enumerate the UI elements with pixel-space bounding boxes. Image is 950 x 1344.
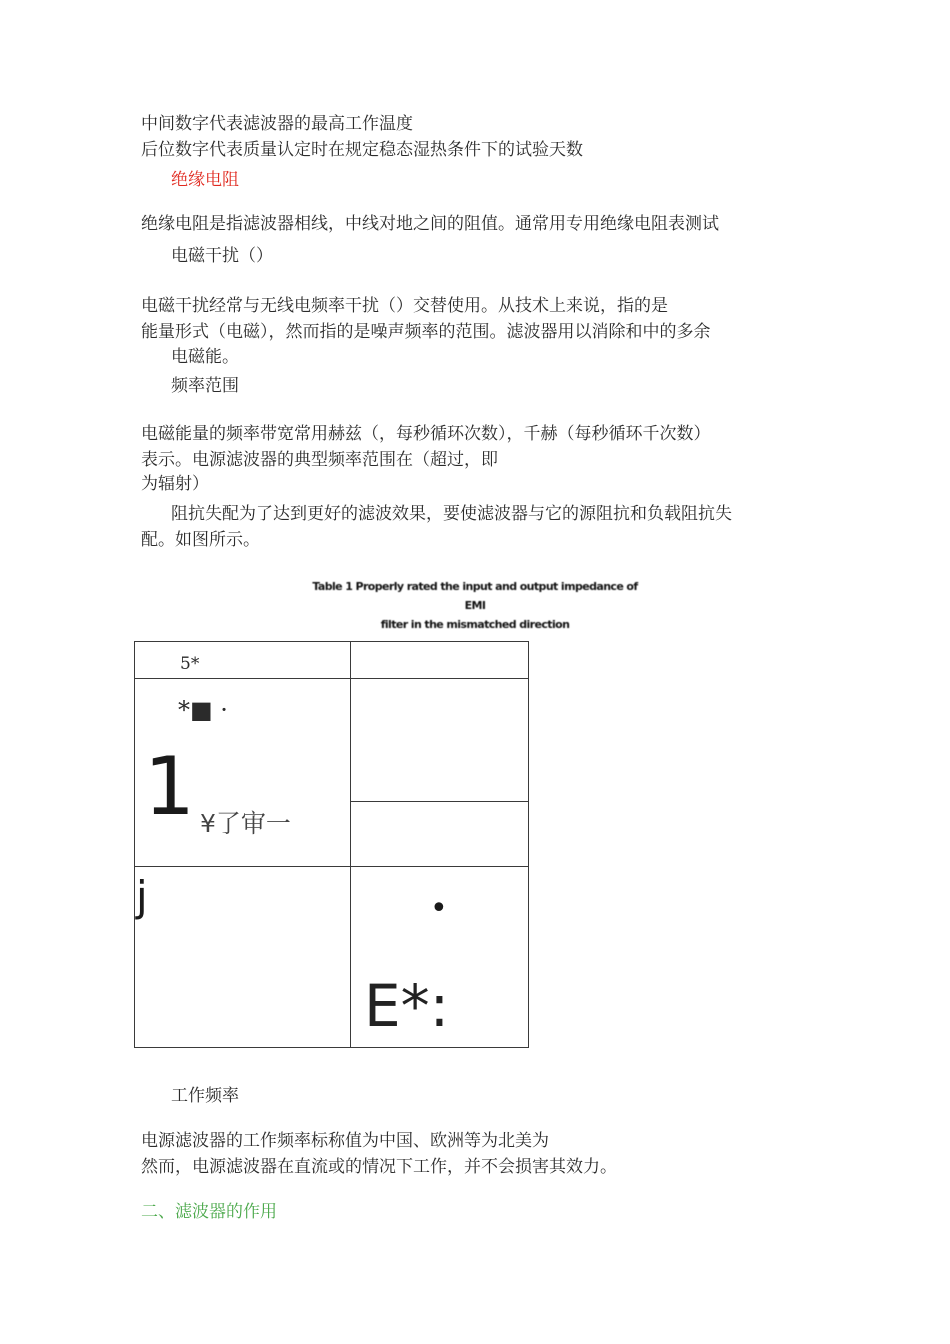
figure-caption — [312, 577, 638, 634]
table-column-divider — [350, 641, 351, 1048]
table-border-bottom — [134, 1047, 529, 1048]
cell-bottom-right-text: E*: — [364, 972, 450, 1040]
table-border-top — [134, 641, 529, 642]
paragraph-working-frequency-line2: 然而，电源滤波器在直流或的情况下工作，并不会损害其效力。 — [141, 1157, 617, 1177]
paragraph-insulation-resistance: 绝缘电阻是指滤波器相线，中线对地之间的阻值。通常用专用绝缘电阻表测试 — [141, 214, 719, 234]
cell-bottom-dot: • — [430, 891, 448, 926]
table-row-divider-right — [350, 801, 529, 802]
paragraph-frequency-line2: 表示。电源滤波器的典型频率范围在（超过，即 — [141, 450, 498, 470]
paragraph-frequency-line1: 电磁能量的频率带宽常用赫兹（，每秒循环次数），千赫（每秒循环千次数） — [141, 424, 711, 444]
table-row-divider-1 — [134, 678, 529, 679]
cell-bottom-left-text: j — [136, 872, 148, 921]
table-border-right — [528, 641, 529, 1048]
cell-top-left-text: 5* — [180, 654, 200, 674]
paragraph-emi-line3: 电磁能。 — [171, 347, 239, 367]
heading-insulation-resistance: 绝缘电阻 — [171, 170, 239, 190]
paragraph-impedance-line1: 阻抗失配为了达到更好的滤波效果，要使滤波器与它的源阻抗和负载阻抗失 — [171, 504, 732, 524]
paragraph-impedance-line2: 配。如图所示。 — [141, 530, 260, 550]
figure-table — [134, 641, 529, 1048]
cell-mid-text: ¥了审一 — [200, 809, 291, 838]
paragraph-emi-line1: 电磁干扰经常与无线电频率干扰（）交替使用。从技术上来说，指的是 — [141, 296, 668, 316]
heading-filter-function: 二、滤波器的作用 — [141, 1202, 277, 1222]
heading-frequency-range: 频率范围 — [171, 376, 239, 396]
figure-caption-line2: filter in the mismatched direction — [380, 618, 570, 631]
figure-caption-line1: Table 1 Properly rated the input and output impedance of EMI — [312, 580, 638, 612]
cell-big-one: 1 — [144, 740, 195, 833]
heading-working-frequency: 工作频率 — [171, 1086, 239, 1106]
cell-symbols-text: *■ · — [178, 696, 228, 724]
paragraph-middle-digit: 中间数字代表滤波器的最高工作温度 — [141, 114, 413, 134]
paragraph-working-frequency-line1: 电源滤波器的工作频率标称值为中国、欧洲等为北美为 — [141, 1131, 549, 1151]
heading-emi: 电磁干扰（） — [171, 246, 273, 266]
paragraph-last-digit: 后位数字代表质量认定时在规定稳态湿热条件下的试验天数 — [141, 140, 583, 160]
paragraph-emi-line2: 能量形式（电磁），然而指的是噪声频率的范围。滤波器用以消除和中的多余 — [141, 322, 711, 342]
paragraph-frequency-line3: 为辐射） — [141, 474, 209, 494]
table-border-left — [134, 641, 135, 1048]
table-row-divider-2 — [134, 866, 529, 867]
